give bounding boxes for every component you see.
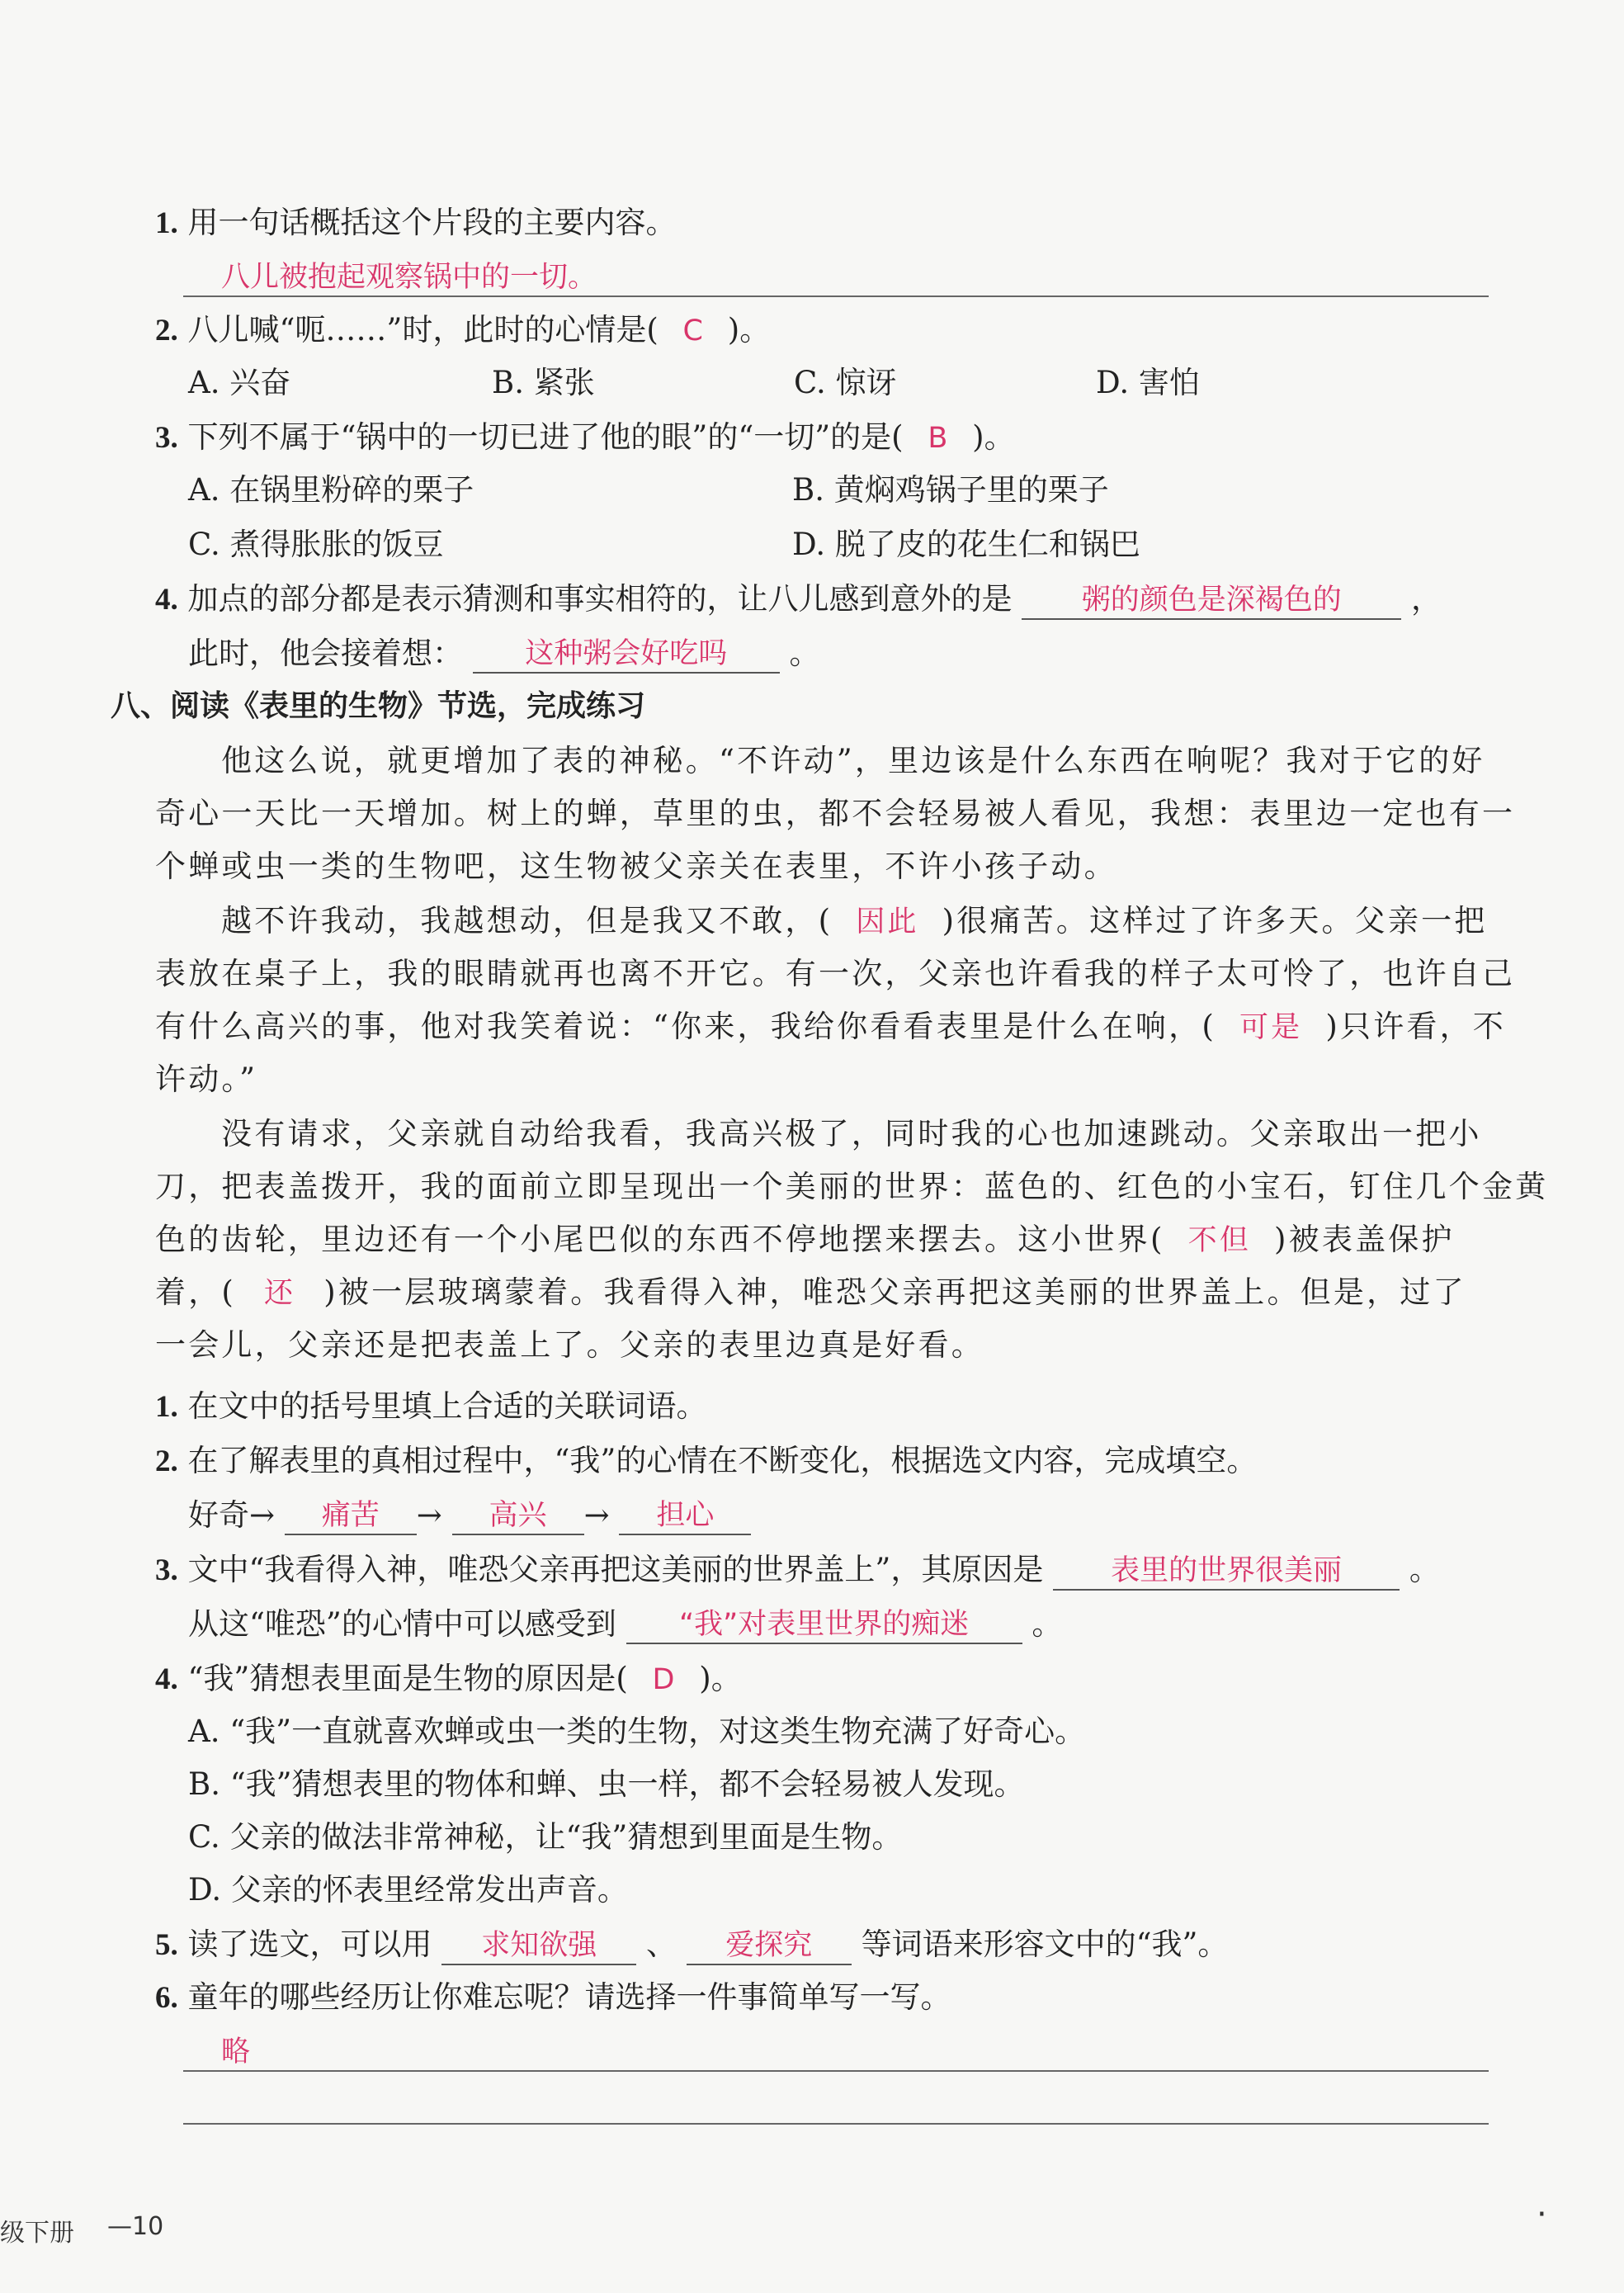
passage-p3-line5: 一会儿，父亲还是把表盖上了。父亲的表里边真是好看。 — [155, 1327, 984, 1363]
passage-p1-line2: 奇心一天比一天增加。树上的蝉，草里的虫，都不会轻易被人看见，我想：表里边一定也有一 — [155, 796, 1516, 831]
mood-chain: 好奇→ 痛苦 → 高兴 → 担心 — [188, 1496, 751, 1535]
option-a: A. 在锅里粉碎的栗子 — [188, 472, 474, 508]
answer-2: C — [682, 314, 703, 347]
option-b: B. 黄焖鸡锅子里的栗子 — [792, 472, 1109, 508]
answer-4a: 粥的颜色是深褐色的 — [1022, 580, 1401, 620]
s8-question-2: 2. 在了解表里的真相过程中，“我”的心情在不断变化，根据选文内容，完成填空。 — [155, 1443, 1258, 1478]
footer-dot: · — [1537, 2196, 1547, 2234]
option-c: C. 惊讶 — [794, 365, 897, 400]
passage-p2-line1: 越不许我动，我越想动，但是我又不敢，( 因此 )很痛苦。这样过了许多天。父亲一把 — [221, 903, 1488, 938]
page-number: —10 — [107, 2212, 164, 2241]
passage-p2-line2: 表放在桌子上，我的眼睛就再也离不开它。有一次，父亲也许看我的样子太可怜了，也许自己 — [155, 956, 1516, 991]
answer-3: B — [928, 422, 948, 455]
s8-question-5: 5. 读了选文，可以用 求知欲强 、 爱探究 等词语来形容文中的“我”。 — [155, 1925, 1228, 1965]
passage-p2-line3: 有什么高兴的事，他对我笑着说：“你来，我给你看看表里是什么在响，( 可是 )只许看，不 — [155, 1009, 1506, 1044]
passage-p3-line1: 没有请求，父亲就自动给我看，我高兴极了，同时我的心也加速跳动。父亲取出一把小 — [221, 1116, 1482, 1151]
s8-question-1: 1. 在文中的括号里填上合适的关联词语。 — [155, 1388, 707, 1424]
mood-answer-1: 痛苦 — [285, 1496, 417, 1535]
answer-5a: 求知欲强 — [441, 1926, 636, 1965]
option-c: C. 父亲的做法非常神秘，让“我”猜想到里面是生物。 — [188, 1819, 903, 1855]
writing-line — [183, 2123, 1489, 2125]
answer-5b: 爱探究 — [687, 1926, 852, 1965]
footer-grade: 级下册 — [0, 2219, 74, 2248]
option-d: D. 害怕 — [1096, 365, 1200, 400]
mood-answer-2: 高兴 — [452, 1496, 584, 1535]
question-2: 2. 八儿喊“呃……”时，此时的心情是( C )。 — [155, 312, 771, 347]
passage-p3-line2: 刀，把表盖拨开，我的面前立即呈现出一个美丽的世界：蓝色的、红色的小宝石，钉住几个金黄 — [155, 1169, 1549, 1204]
option-b: B. 紧张 — [492, 365, 595, 400]
passage-p3-line3: 色的齿轮，里边还有一个小尾巴似的东西不停地摆来摆去。这小世界( 不但 )被表盖保护 — [155, 1222, 1455, 1257]
mood-answer-3: 担心 — [619, 1496, 751, 1535]
answer-3b: “我”对表里世界的痴迷 — [626, 1605, 1022, 1644]
passage-p1-line3: 个蝉或虫一类的生物吧，这生物被父亲关在表里，不许小孩子动。 — [155, 849, 1117, 884]
answer-1: 八儿被抱起观察锅中的一切。 — [221, 261, 597, 294]
option-a: A. “我”一直就喜欢蝉或虫一类的生物，对这类生物充满了好奇心。 — [188, 1714, 1086, 1749]
s8-question-4: 4. “我”猜想表里面是生物的原因是( D )。 — [155, 1661, 742, 1696]
blank-answer: 可是 — [1239, 1011, 1303, 1044]
question-1: 1. 用一句话概括这个片段的主要内容。 — [155, 205, 677, 240]
question-4: 4. 加点的部分都是表示猜测和事实相符的，让八儿感到意外的是 粥的颜色是深褐色的 ， — [155, 579, 1442, 620]
option-d: D. 脱了皮的花生仁和锅巴 — [792, 527, 1140, 562]
blank-answer: 还 — [264, 1277, 296, 1310]
blank-answer: 因此 — [856, 905, 919, 938]
question-4-line2: 此时，他会接着想： 这种粥会好吃吗 。 — [188, 634, 820, 674]
s8-question-3: 3. 文中“我看得入神，唯恐父亲再把这美丽的世界盖上”，其原因是 表里的世界很美丽 。 — [155, 1550, 1440, 1591]
answer-4b: 这种粥会好吃吗 — [473, 634, 780, 674]
option-d: D. 父亲的怀表里经常发出声音。 — [188, 1872, 628, 1908]
answer-4: D — [652, 1663, 675, 1696]
s8-question-6: 6. 童年的哪些经历让你难忘呢？请选择一件事简单写一写。 — [155, 1979, 951, 2015]
answer-3a: 表里的世界很美丽 — [1053, 1551, 1400, 1591]
passage-p2-line4: 许动。” — [155, 1061, 258, 1097]
answer-6: 略 — [221, 2035, 251, 2068]
option-a: A. 兴奋 — [188, 365, 291, 400]
passage-p1-line1: 他这么说，就更增加了表的神秘。“不许动”，里边该是什么东西在响呢？我对于它的好 — [221, 743, 1485, 778]
passage-p3-line4: 着，( 还 )被一层玻璃蒙着。我看得入神，唯恐父亲再把这美丽的世界盖上。但是，过了 — [155, 1274, 1466, 1310]
answer-line — [183, 295, 1489, 297]
option-b: B. “我”猜想表里的物体和蝉、虫一样，都不会轻易被人发现。 — [188, 1766, 1025, 1802]
option-c: C. 煮得胀胀的饭豆 — [188, 527, 444, 562]
s8-question-3-line2: 从这“唯恐”的心情中可以感受到 “我”对表里世界的痴迷 。 — [188, 1605, 1062, 1644]
section-heading: 八、阅读《表里的生物》节选，完成练习 — [111, 689, 646, 723]
blank-answer: 不但 — [1187, 1224, 1252, 1257]
question-3: 3. 下列不属于“锅中的一切已进了他的眼”的“一切”的是( B )。 — [155, 419, 1015, 455]
writing-line — [183, 2070, 1489, 2072]
